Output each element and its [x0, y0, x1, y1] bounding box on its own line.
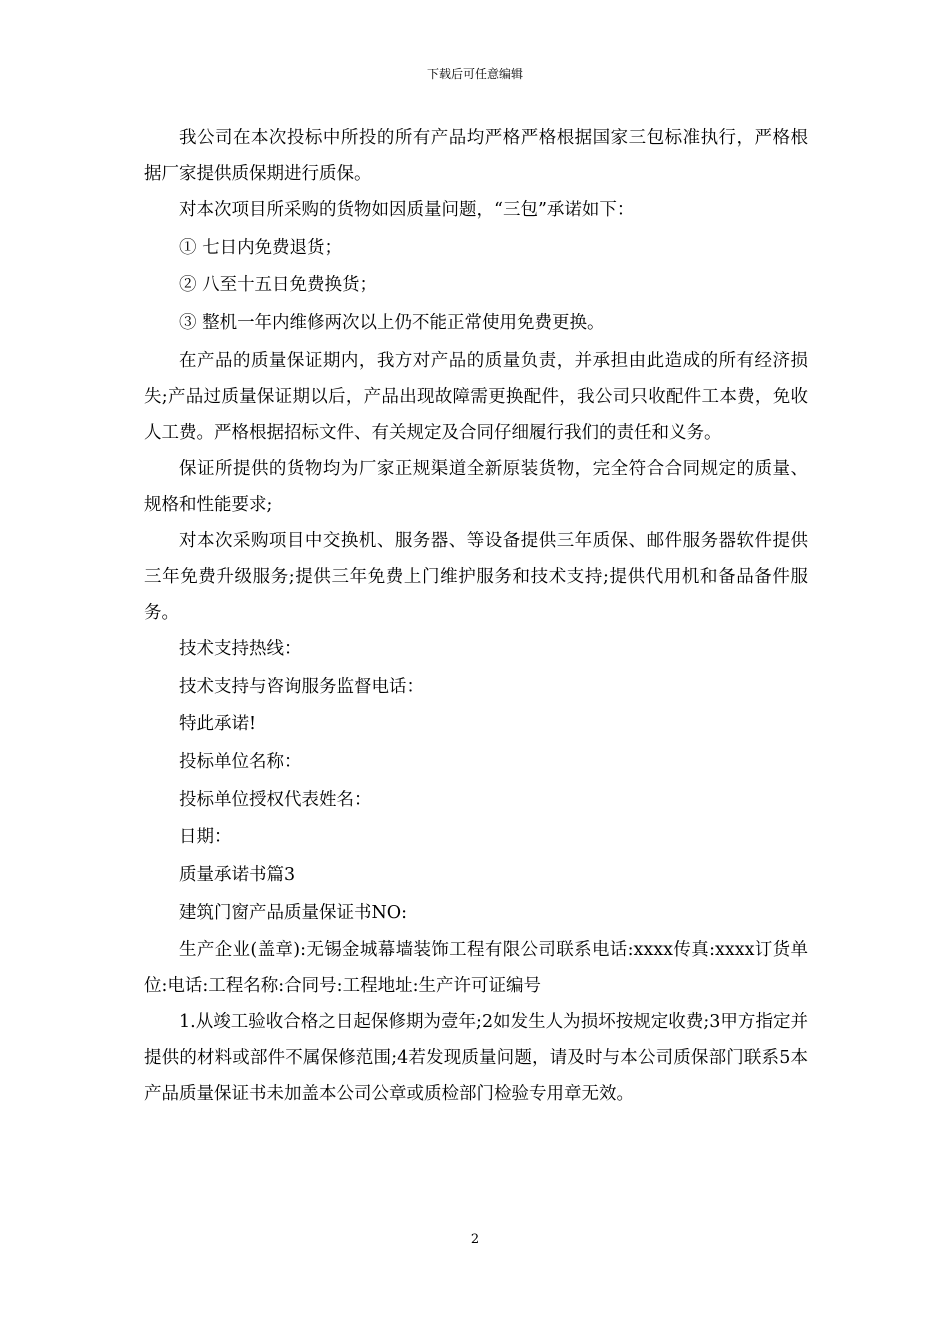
paragraph-warranty-clauses: 1.从竣工验收合格之日起保修期为壹年;2如发生人为损坏按规定收费;3甲方指定并提供的材料或部件不属保修范围;4若发现质量问题，请及时与本公司质保部门联系5本产品质量保证书未加盖本公司公章或质检部门检验专用章无效。: [144, 1012, 808, 1105]
list-item-replacement: ③ 整机一年内维修两次以上仍不能正常使用免费更换。: [179, 313, 605, 334]
paragraph-service-terms: 对本次采购项目中交换机、服务器、等设备提供三年质保、邮件服务器软件提供三年免费升级服务;提供三年免费上门维护服务和技术支持;提供代用机和备品备件服务。: [144, 530, 808, 623]
page-header: 下载后可任意编辑: [426, 67, 523, 81]
field-bidder-name: 投标单位名称：: [179, 751, 302, 772]
paragraph-three-guarantees-heading: 对本次项目所采购的货物如因质量问题，“三包”承诺如下：: [179, 200, 635, 220]
field-support-hotline: 技术支持热线：: [179, 638, 302, 659]
section-title: 质量承诺书篇3: [179, 865, 296, 886]
certificate-title: 建筑门窗产品质量保证书NO:: [179, 902, 408, 923]
field-date: 日期：: [179, 827, 232, 848]
paragraph-manufacturer-info: 生产企业(盖章):无锡金城幕墙装饰工程有限公司联系电话:xxxx传真:xxxx订货单位:电话:工程名称:合同号:工程地址:生产许可证编号: [144, 940, 808, 997]
page-number: 2: [470, 1232, 480, 1247]
paragraph-commitment: 特此承诺!: [179, 714, 257, 735]
paragraph-warranty-period: 在产品的质量保证期内，我方对产品的质量负责，并承担由此造成的所有经济损失;产品过质量保证期以后，产品出现故障需更换配件，我公司只收配件工本费，免收人工费。严格根据招标文件、有关规定及合同仔细履行我们的责任和义务。: [144, 350, 808, 443]
field-supervision-phone: 技术支持与咨询服务监督电话：: [179, 676, 424, 697]
field-representative-name: 投标单位授权代表姓名：: [179, 789, 372, 810]
paragraph-warranty-intro: 我公司在本次投标中所投的所有产品均严格严格根据国家三包标准执行，严格根据厂家提供质保期进行质保。: [144, 128, 808, 184]
list-item-exchange: ② 八至十五日免费换货；: [179, 275, 378, 296]
list-item-return: ① 七日内免费退货；: [179, 237, 343, 258]
paragraph-goods-guarantee: 保证所提供的货物均为厂家正规渠道全新原装货物，完全符合合同规定的质量、规格和性能要求;: [144, 458, 808, 515]
document-body: [144, 120, 808, 1112]
